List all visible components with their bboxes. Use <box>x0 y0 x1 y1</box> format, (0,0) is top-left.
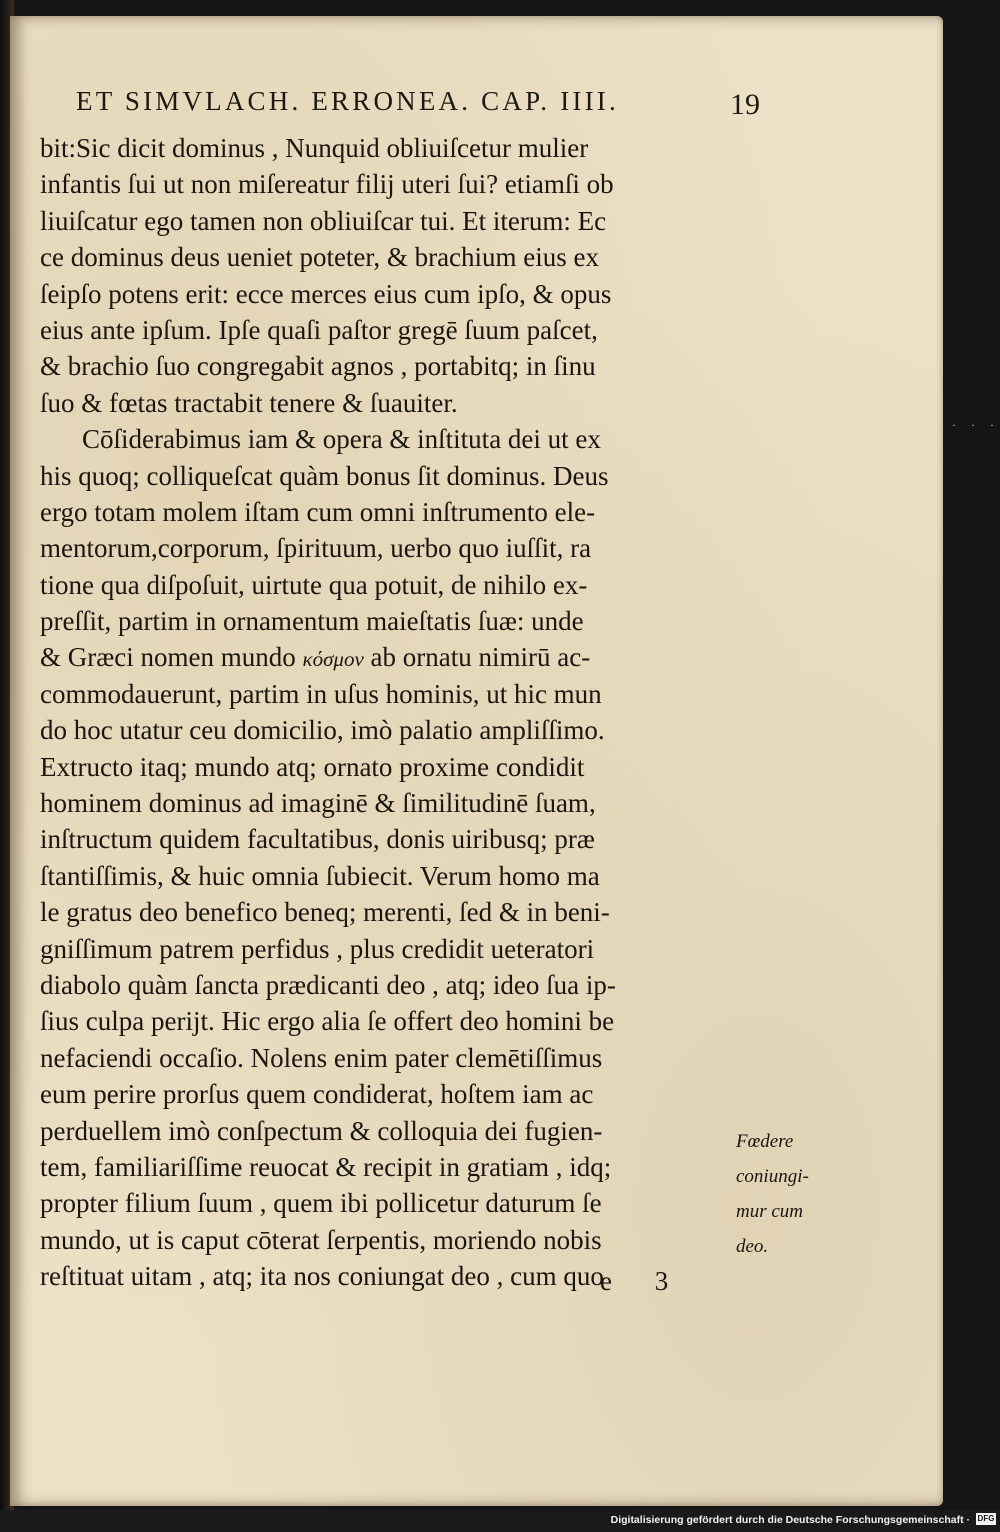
text-line: ſuo & fœtas tractabit tenere & ſuauiter. <box>40 387 458 418</box>
text-line: ſeipſo potens erit: ecce merces eius cum ipſo, & opus <box>40 278 612 309</box>
text-line: eum perire prorſus quem condiderat, hoſtem iam ac <box>40 1079 594 1110</box>
text-line: gniſſimum patrem perfidus , plus credidit ueteratori <box>40 933 595 964</box>
text-line: infantis ſui ut non miſereatur filij uteri ſui? etiamſi ob <box>40 169 614 200</box>
text-line: do hoc utatur ceu domicilio, imò palatio ampliſſimo. <box>40 715 605 746</box>
body-text <box>40 130 750 1295</box>
page-number: 19 <box>730 88 760 121</box>
text-line-with-greek <box>40 639 750 675</box>
text-line: commodauerunt, partim in uſus hominis, ut hic mun <box>40 678 602 709</box>
text-line: tem, familiariſſime reuocat & recipit in gratiam , idq; <box>40 1151 612 1182</box>
text-line: & brachio ſuo congregabit agnos , portabitq; in ſinu <box>40 351 596 382</box>
marginal-note-line: Fœdere <box>736 1131 794 1152</box>
scan-artifact-dots: · · · <box>952 418 1000 432</box>
text-line: mundo, ut is caput cōterat ſerpentis, moriendo nobis <box>40 1224 602 1255</box>
text-line: ce dominus deus ueniet poteter, & brachium eius ex <box>40 242 600 273</box>
dfg-logo-icon: DFG <box>977 1514 995 1523</box>
text-line: propter filium ſuum , quem ibi pollicetur daturum ſe <box>40 1188 602 1219</box>
greek-word: κόσμον <box>302 647 364 672</box>
text-line: eius ante ipſum. Ipſe quaſi paſtor gregē ſuum paſcet, <box>40 314 598 345</box>
text-line: nefaciendi occaſio. Nolens enim pater clemētiſſimus <box>40 1042 603 1073</box>
text-segment: & Græci nomen mundo <box>40 642 296 673</box>
text-segment: ab ornatu nimirū ac- <box>370 642 591 673</box>
text-line: ergo totam molem iſtam cum omni inſtrumento ele- <box>40 496 596 527</box>
marginal-note-line: mur cum <box>736 1201 804 1222</box>
book-page <box>10 16 943 1506</box>
paragraph-start-line: Cōſiderabimus iam & opera & inſtituta dei ut ex <box>82 424 601 455</box>
text-line: his quoq; colliqueſcat quàm bonus ſit dominus. Deus <box>40 460 609 491</box>
digitization-credit: Digitalisierung gefördert durch die Deutsche Forschungsgemeinschaft · <box>610 1514 970 1526</box>
text-line: hominem dominus ad imaginē & ſimilitudinē ſuam, <box>40 788 596 819</box>
marginal-note <box>736 1124 836 1264</box>
text-line: ſius culpa perijt. Hic ergo alia ſe offert deo homini be <box>40 1006 615 1037</box>
text-line: mentorum,corporum, ſpirituum, uerbo quo iuſſit, ra <box>40 533 592 564</box>
marginal-note-line: deo. <box>736 1236 769 1257</box>
text-line: Extructo itaq; mundo atq; ornato proxime condidit <box>40 751 585 782</box>
text-line: le gratus deo benefico beneq; merenti, ſed & in beni- <box>40 897 610 928</box>
marginal-note-line: coniungi- <box>736 1166 809 1187</box>
text-line: diabolo quàm ſancta prædicanti deo , atq; ideo ſua ip- <box>40 969 616 1000</box>
text-line: perduellem imò conſpectum & colloquia dei fugien- <box>40 1115 603 1146</box>
running-head: ET SIMVLACH. ERRONEA. CAP. IIII. <box>76 86 619 116</box>
text-line: tione qua diſpoſuit, uirtute qua potuit, de nihilo ex- <box>40 569 588 600</box>
text-line: liuiſcatur ego tamen non obliuiſcar tui. Et iterum: Ec <box>40 205 607 236</box>
text-line: inſtructum quidem facultatibus, donis uiribusq; præ <box>40 824 595 855</box>
text-line: reſtituat uitam , atq; ita nos coniungat deo , cum quo <box>40 1261 604 1292</box>
text-line: bit:Sic dicit dominus , Nunquid obliuiſcetur mulier <box>40 133 589 163</box>
text-line: ſtantiſſimis, & huic omnia ſubiecit. Verum homo ma <box>40 860 600 891</box>
signature-mark: e 3 <box>600 1266 687 1296</box>
text-line: preſſit, partim in ornamentum maieſtatis ſuæ: unde <box>40 606 584 637</box>
